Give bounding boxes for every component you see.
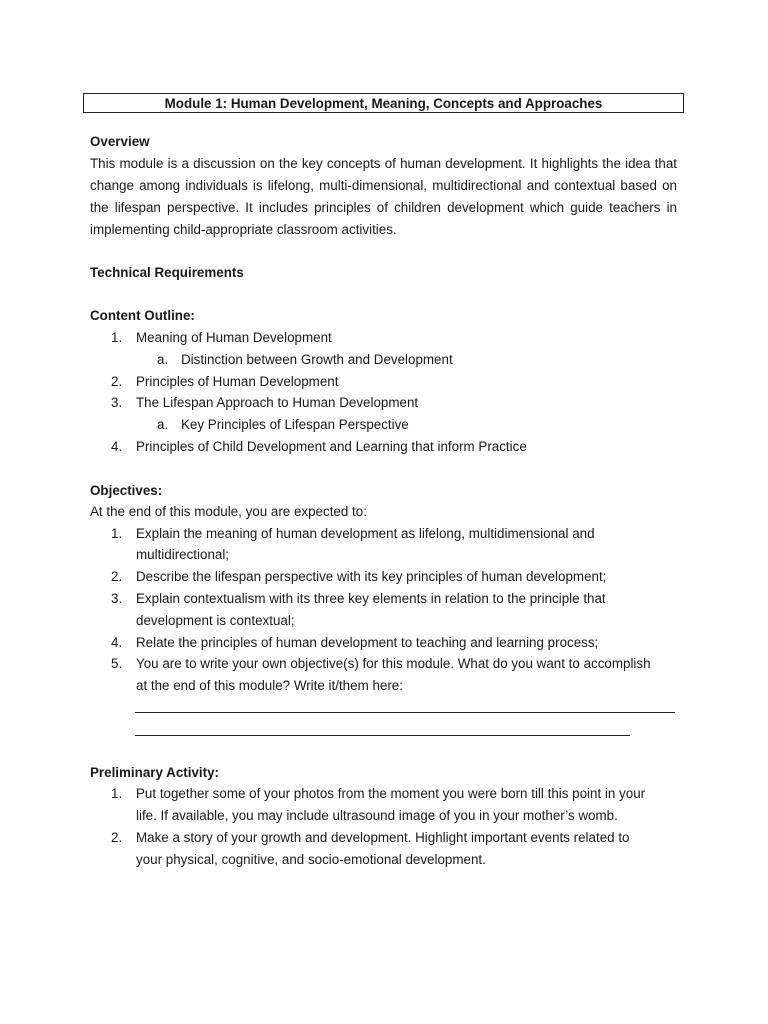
technical-requirements-heading: Technical Requirements (90, 265, 244, 280)
activity-number: 1. (111, 786, 123, 801)
outline-subitem-letter: a. (157, 417, 169, 432)
objective-text: Describe the lifespan perspective with its key principles of human development; (136, 569, 607, 584)
objective-text-continued: at the end of this module? Write it/them here: (136, 678, 403, 693)
objective-text-continued: development is contextual; (136, 613, 295, 628)
outline-item-text: Meaning of Human Development (136, 330, 332, 345)
objectives-intro: At the end of this module, you are expected to: (90, 504, 367, 519)
answer-line[interactable] (135, 735, 630, 736)
activity-number: 2. (111, 830, 123, 845)
outline-subitem-text: Distinction between Growth and Development (181, 352, 453, 367)
overview-heading: Overview (90, 134, 150, 149)
outline-item-text: The Lifespan Approach to Human Development (136, 395, 419, 410)
outline-subitem-letter: a. (157, 352, 169, 367)
activity-text-continued: life. If available, you may include ultrasound image of you in your mother’s womb. (136, 808, 618, 823)
outline-item-number: 1. (111, 330, 123, 345)
outline-item-number: 3. (111, 395, 123, 410)
module-title: Module 1: Human Development, Meaning, Concepts and Approaches (83, 93, 684, 113)
activity-text: Make a story of your growth and development. Highlight important events related to (136, 830, 630, 845)
overview-paragraph: This module is a discussion on the key concepts of human development. It highlights the idea that change among individuals is lifelong, multi-dimensional, multidirectional and contextual based on the lifespan perspective. It includes principles of children development which guide teachers in implementing child-appropriate classroom activities. (90, 156, 677, 237)
content-outline-heading: Content Outline: (90, 308, 195, 323)
objective-number: 3. (111, 591, 123, 606)
objective-text: Explain contextualism with its three key elements in relation to the principle that (136, 591, 606, 606)
activity-text-continued: your physical, cognitive, and socio-emotional development. (136, 852, 486, 867)
outline-subitem-text: Key Principles of Lifespan Perspective (181, 417, 409, 432)
objective-number: 4. (111, 635, 123, 650)
activity-text: Put together some of your photos from the moment you were born till this point in your (136, 786, 646, 801)
objective-text: Explain the meaning of human development as lifelong, multidimensional and (136, 526, 595, 541)
objectives-heading: Objectives: (90, 483, 163, 498)
outline-item-number: 2. (111, 374, 123, 389)
outline-item-number: 4. (111, 439, 123, 454)
answer-line[interactable] (135, 712, 675, 713)
preliminary-activity-heading: Preliminary Activity: (90, 765, 219, 780)
outline-item-text: Principles of Human Development (136, 374, 339, 389)
objective-text: Relate the principles of human development to teaching and learning process; (136, 635, 599, 650)
objective-number: 2. (111, 569, 123, 584)
objective-text: You are to write your own objective(s) for this module. What do you want to accomplish (136, 656, 651, 671)
objective-number: 1. (111, 526, 123, 541)
outline-item-text: Principles of Child Development and Learning that inform Practice (136, 439, 527, 454)
objective-number: 5. (111, 656, 123, 671)
objective-text-continued: multidirectional; (136, 547, 230, 562)
